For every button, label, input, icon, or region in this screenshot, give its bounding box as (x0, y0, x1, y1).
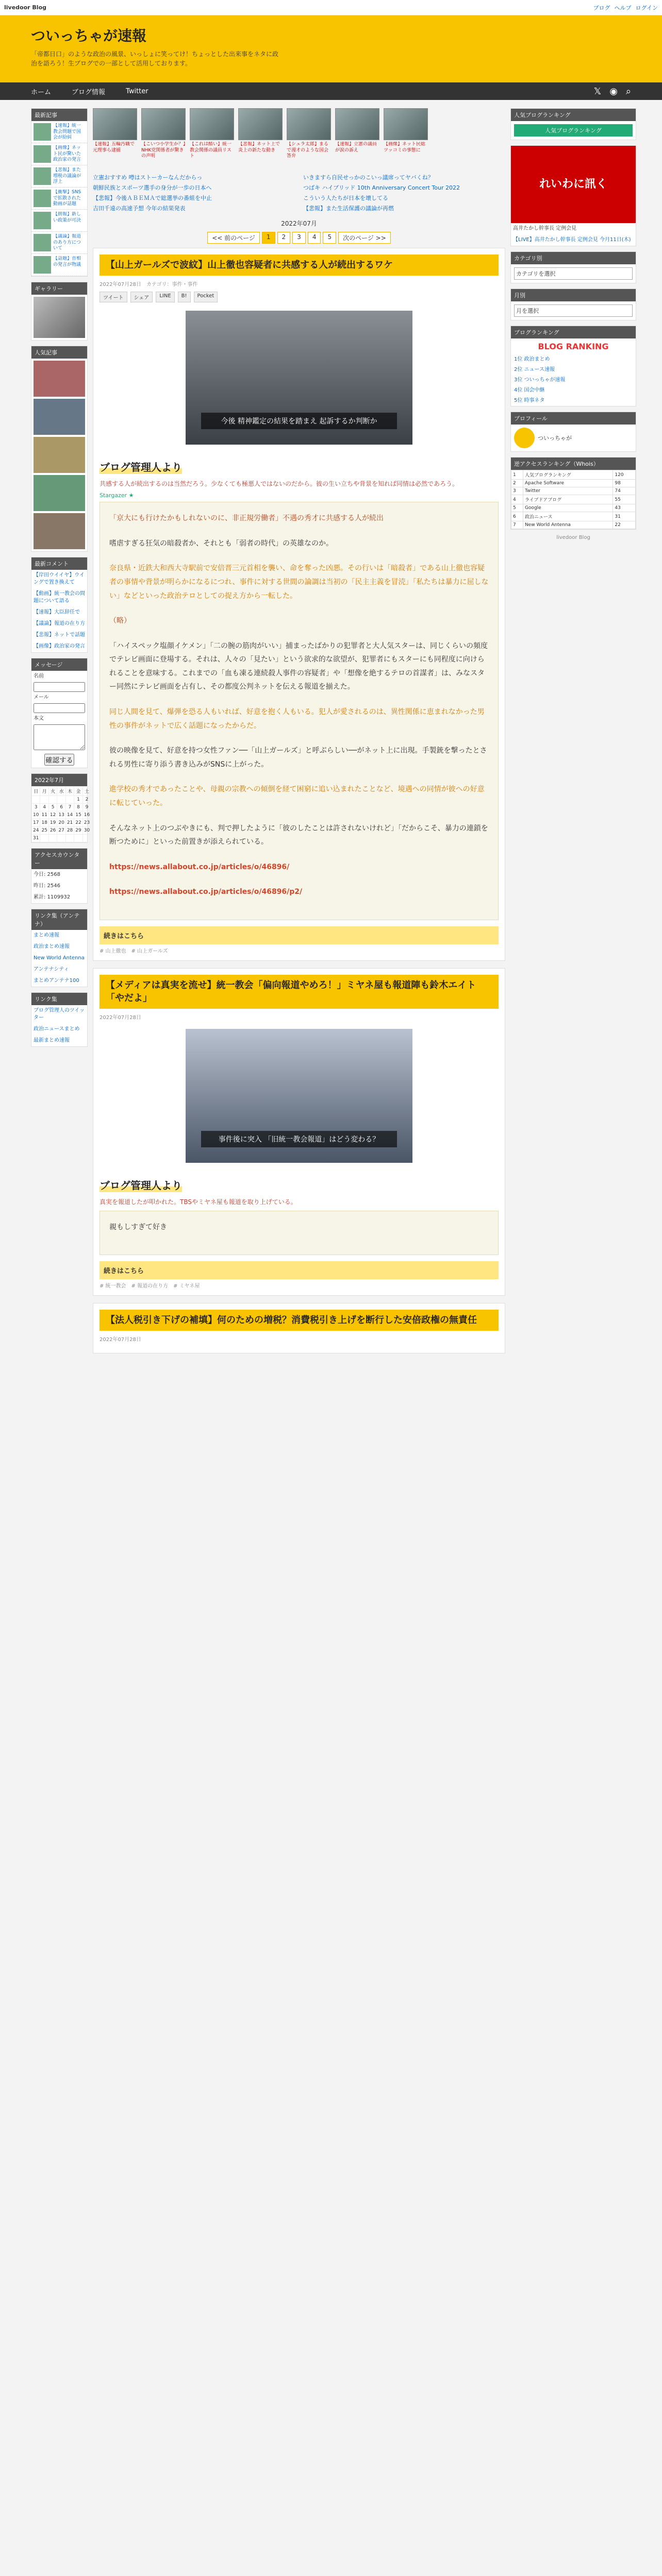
featured-thumbs (93, 108, 505, 166)
name-input[interactable] (34, 682, 85, 692)
calendar-day[interactable]: 27 (57, 827, 65, 835)
rank-item[interactable]: 4位 国会中継 (514, 387, 545, 393)
featured-item[interactable]: 【画像】ネット民総ツッコミの事態に (384, 108, 428, 166)
news-links (93, 174, 505, 213)
access-ranking-cell: 3 (511, 487, 523, 495)
calendar-day[interactable]: 4 (40, 804, 48, 811)
profile-title: プロフィール (511, 412, 636, 425)
access-ranking-cell: 74 (613, 487, 636, 495)
read-more-link[interactable]: 続きはこちら (100, 1261, 499, 1279)
calendar-day[interactable] (65, 835, 74, 842)
rank2-title: ブログランキング (511, 326, 636, 338)
calendar-day[interactable] (48, 835, 57, 842)
access-ranking-cell: 1 (511, 470, 523, 480)
top-link-login[interactable]: ログイン (635, 4, 658, 11)
quote-para: 親もしすぎて好き (109, 1223, 167, 1231)
news-link[interactable]: つばキ ハイブリッド 10th Anniversary Concert Tour 2022 (303, 184, 460, 191)
admin-note: 共感する人が続出するのは当然だろう。少なくても極悪人ではないのだから。彼の生い立ちや背景を知れば同情は必然であろう。 (100, 480, 459, 487)
quote-para: 同じ人間を見て、爆弾を恐る人もいれば、好意を抱く人もいる。犯人が愛されるのは、異性関係に恵まれなかった男性の事件がネットで広く話題になったからだ。 (109, 708, 485, 730)
top-link-help[interactable]: ヘルプ (614, 4, 632, 11)
comment-item[interactable]: 【速報】大臣辞任で (34, 609, 80, 615)
main-nav (0, 82, 662, 100)
source-link[interactable]: https://news.allabout.co.jp/articles/o/46896/p2/ (109, 888, 303, 896)
quote-para: 嗜虐すぎる狂気の暗殺者か、それとも「弱者の時代」の英雄なのか。 (109, 539, 333, 548)
avatar[interactable] (514, 428, 535, 448)
ad-subtitle: 高井たかし幹事長 定例会見 (513, 226, 577, 231)
calendar-day[interactable]: 26 (48, 827, 57, 835)
recent-post[interactable]: 【衝撃】SNSで拡散された動画が話題 (31, 188, 87, 210)
link-item[interactable]: New World Antenna (34, 955, 85, 961)
article-title[interactable]: 【山上ガールズで波紋】山上徹也容疑者に共感する人が続出するワケ (100, 255, 499, 276)
quote-author: Stargazer ★ (100, 492, 134, 499)
calendar-day[interactable] (57, 796, 65, 804)
share-facebook-button[interactable]: シェア (130, 292, 153, 302)
category-select[interactable]: カテゴリを選択 (514, 267, 633, 280)
calendar-weekday: 土 (82, 787, 91, 796)
source-link[interactable]: https://news.allabout.co.jp/articles/o/46896/ (109, 862, 290, 871)
footer-brand[interactable]: livedoor Blog (556, 535, 590, 540)
access-ranking-row[interactable] (511, 521, 636, 529)
calendar-day[interactable]: 25 (40, 827, 48, 835)
livedoor-logo[interactable]: livedoor Blog (4, 4, 47, 11)
popular-thumb[interactable] (34, 475, 85, 511)
news-link[interactable]: いきますら自民せっかのこいっ議席ってヤバくね？ (303, 174, 434, 181)
access-ranking-row[interactable] (511, 487, 636, 495)
gallery-title: ギャラリー (31, 282, 87, 295)
link-item[interactable]: ブログ管理人のツイッター (34, 1008, 85, 1021)
category-title: カテゴリ別 (511, 252, 636, 264)
recent-title: 最新記事 (31, 109, 87, 121)
calendar-day[interactable] (57, 835, 65, 842)
message-title: メッセージ (31, 658, 87, 671)
access-ranking-cell: 2 (511, 480, 523, 487)
next-page-button[interactable]: 次のページ >> (338, 232, 391, 244)
access-ranking-cell: 5 (511, 504, 523, 512)
rank-item[interactable]: 3位 ついっちゃが速報 (514, 377, 566, 383)
blog-ranking-logo[interactable]: BLOG RANKING (538, 342, 609, 351)
share-tweet-button[interactable]: ツイート (100, 292, 127, 302)
left-sidebar (31, 108, 88, 1361)
access-total: 累計: 1109932 (34, 894, 71, 900)
link-item[interactable]: まとめ速報 (34, 933, 59, 938)
search-icon[interactable]: ⌕ (625, 86, 631, 97)
quote-block (100, 502, 499, 920)
access-ranking-cell: 98 (613, 480, 636, 487)
recent-thumb (34, 167, 51, 185)
article-photo (186, 1029, 412, 1163)
featured-item[interactable]: 【速報】立憲の議員が涙の訴え (335, 108, 379, 166)
calendar-weekday: 金 (74, 787, 82, 796)
calendar-day[interactable]: 9 (82, 804, 91, 811)
article-meta: 2022年07月28日 カテゴリ：事件・事件 (100, 281, 198, 287)
link-item[interactable]: 政治ニュースまとめ (34, 1026, 80, 1032)
access-yesterday: 昨日: 2546 (34, 883, 60, 889)
calendar-day[interactable] (74, 835, 82, 842)
access-ranking-cell: 120 (613, 470, 636, 480)
access-ranking-table (511, 470, 636, 529)
access-ranking-cell: Apache Software (523, 480, 613, 487)
mail-label: メール (34, 694, 49, 700)
links-title: リンク集（アンテナ） (31, 909, 87, 930)
access-ranking-cell: 55 (613, 495, 636, 504)
site-title[interactable]: ついっちゃが速報 (31, 27, 147, 44)
popular-thumb[interactable] (34, 513, 85, 549)
access-ranking-cell: Twitter (523, 487, 613, 495)
article-meta: 2022年07月28日 (100, 1015, 141, 1021)
article (93, 248, 505, 961)
comment-item[interactable]: 【議論】報道の在り方 (34, 621, 85, 626)
calendar (31, 786, 91, 842)
quote-block (100, 1211, 499, 1256)
body-input[interactable] (34, 724, 85, 750)
links2-title: リンク集 (31, 993, 87, 1005)
calendar-day[interactable]: 8 (74, 804, 82, 811)
calendar-day[interactable]: 11 (40, 811, 48, 819)
profile-name: ついっちゃが (538, 435, 572, 442)
access-ranking-cell: 7 (511, 521, 523, 529)
live-link[interactable]: 【LIVE】高井たかし幹事長 定例会見 今月11日(木) (513, 237, 631, 243)
popular-thumb[interactable] (34, 437, 85, 473)
page-button[interactable]: 2 (277, 232, 291, 244)
rank-item[interactable]: 2位 ニュース速報 (514, 367, 555, 372)
calendar-day[interactable] (32, 796, 40, 804)
calendar-day[interactable]: 16 (82, 811, 91, 819)
calendar-day[interactable]: 18 (40, 819, 48, 827)
share-pocket-button[interactable]: Pocket (194, 292, 218, 302)
calendar-day[interactable] (40, 835, 48, 842)
calendar-day[interactable]: 12 (48, 811, 57, 819)
main-content (93, 108, 505, 1361)
calendar-day[interactable] (48, 796, 57, 804)
calendar-day[interactable]: 15 (74, 811, 82, 819)
featured-item[interactable]: 【速報】五輪汚職で元理事ら逮捕 (93, 108, 137, 166)
recent-post[interactable]: 【議論】報道のあり方について (31, 232, 87, 254)
news-link[interactable]: 【悲報】今後ＡＢＥＭＡで総選挙の番組を中止 (93, 194, 212, 201)
calendar-weekday: 月 (40, 787, 48, 796)
access-ranking-cell: 31 (613, 512, 636, 521)
nav-home[interactable]: ホーム (31, 88, 52, 96)
access-ranking-row[interactable] (511, 512, 636, 521)
access-ranking-cell: 政治ニュース (523, 512, 613, 521)
calendar-day[interactable]: 2 (82, 796, 91, 804)
calendar-weekday: 日 (32, 787, 40, 796)
site-header (0, 15, 662, 82)
article-tags[interactable]: # 山上徹也 # 山上ガールズ (100, 948, 168, 954)
x-icon[interactable]: 𝕏 (593, 86, 602, 97)
access-ranking-cell: 22 (613, 521, 636, 529)
ranking-button[interactable]: 人気ブログランキング (514, 124, 633, 137)
share-line-button[interactable]: LINE (156, 292, 174, 302)
access-ranking-cell: 6 (511, 512, 523, 521)
featured-item[interactable]: 【悲報】ネット上で炎上の新たな動き (238, 108, 283, 166)
recent-thumb (34, 190, 51, 207)
right-sidebar (510, 108, 636, 1361)
rank-item[interactable]: 1位 政治まとめ (514, 357, 550, 362)
rss-icon[interactable]: ◉ (609, 86, 618, 97)
comment-item[interactable]: 【岸田ウイイヤ】ウイングで置き換えて (34, 572, 85, 585)
popular-title: 人気記事 (31, 346, 87, 359)
calendar-day[interactable]: 24 (32, 827, 40, 835)
access-ranking-row[interactable] (511, 480, 636, 487)
link-item[interactable]: まとめアンテナ100 (34, 978, 79, 984)
gallery-image[interactable] (34, 297, 85, 338)
calendar-day[interactable] (65, 796, 74, 804)
share-bar (100, 292, 499, 302)
news-link[interactable]: 吉田千遠の高速予想 今年の結果発表 (93, 205, 186, 212)
quote-para: 彼の映像を見て、好意を持つ女性ファン──「山上ガールズ」と呼ぶらしい──がネット上に出現。手製銃を撃ったとされる男性に寄り添う書き込みがSNSに上がった。 (109, 747, 487, 769)
calendar-day[interactable]: 23 (82, 819, 91, 827)
calendar-day[interactable] (82, 835, 91, 842)
access-ranking-cell: New World Antenna (523, 521, 613, 529)
link-item[interactable]: アンテナシティ (34, 967, 69, 972)
calendar-day[interactable]: 14 (65, 811, 74, 819)
photo-caption: 事件後に突入 「旧統一教会報道」はどう変わる？ (201, 1131, 397, 1147)
recent-thumb (34, 256, 51, 274)
quote-para: 奈良県・近鉄大和西大寺駅前で安倍晋三元首相を襲い、命を奪った凶悪。その行いは「暗殺者」である山上徹也容疑者の事情や背景が明らかになるにつれ、事件に対する世間の論調は当初の「民主主義を冒涜」「私たちは暴力に屈しない」などといった政治テロとしての捉え方から一転した。 (109, 564, 489, 600)
calendar-weekday: 水 (57, 787, 65, 796)
calendar-day[interactable]: 1 (74, 796, 82, 804)
calendar-day[interactable] (40, 796, 48, 804)
counter-title: 逆アクセスランキング（Whois） (511, 457, 636, 470)
calendar-day[interactable]: 30 (82, 827, 91, 835)
calendar-day[interactable]: 19 (48, 819, 57, 827)
article-title[interactable]: 【メディアは真実を流せ】統一教会「偏向報道やめろ！」ミヤネ屋も報道陣も鈴木エイト「やだよ」 (100, 975, 499, 1009)
access-today: 今日: 2568 (34, 872, 60, 877)
ranking-title: 人気ブログランキング (511, 109, 636, 121)
rank-item[interactable]: 5位 時事ネタ (514, 398, 545, 403)
calendar-day[interactable]: 6 (57, 804, 65, 811)
popular-thumb[interactable] (34, 399, 85, 435)
calendar-day[interactable]: 31 (32, 835, 40, 842)
send-button[interactable]: 確認する (44, 754, 74, 766)
link-item[interactable]: 政治まとめ速報 (34, 944, 70, 950)
site-description: 「帝都日口」のような政治の風景、いっしょに笑ってけ！ちょっとした出来事をネタに政治を語ろう！生ブログでの一部として活用しております。 (31, 50, 279, 67)
mail-input[interactable] (34, 703, 85, 713)
article-title[interactable]: 【法人税引き下げの補填】何のための増税？消費税引き上げを断行した安倍政権の無責任 (100, 1310, 499, 1331)
comment-item[interactable]: 【動画】統一教会の問題について語る (34, 591, 85, 604)
article (93, 1303, 505, 1353)
comment-item[interactable]: 【画像】政治家の発言 (34, 643, 85, 649)
top-link-blog[interactable]: ブログ (593, 4, 610, 11)
access-ranking-row[interactable] (511, 470, 636, 480)
news-link[interactable]: こういう人たちが日本を壊してる (303, 194, 388, 201)
page-button[interactable]: 5 (323, 232, 336, 244)
admin-note-heading: ブログ管理人より (100, 459, 182, 474)
reiwa-ad-banner[interactable]: れいわに訊く (511, 146, 636, 223)
pager (93, 232, 505, 244)
recent-post[interactable]: 【速報】統一教会問題で国会が紛糾 (31, 121, 87, 143)
news-link[interactable]: 【悲報】また生活保護の議論が再燃 (303, 205, 394, 212)
admin-note: 真実を報道したが叩かれた。TBSやミヤネ屋も報道を取り上げている。 (100, 1198, 297, 1206)
calendar-day[interactable]: 28 (65, 827, 74, 835)
top-bar (0, 0, 662, 15)
article-meta: 2022年07月28日 (100, 1337, 141, 1343)
featured-item[interactable]: 【こいつ小学生か？】NHK党関係者が驚きの声明 (141, 108, 186, 166)
calendar-day[interactable]: 21 (65, 819, 74, 827)
calendar-day[interactable]: 17 (32, 819, 40, 827)
quote-para: 「ハイスペック塩顔イケメン」「二の腕の筋肉がいい」捕まったばかりの犯罪者と大人気スターは、同じくらいの頻度でテレビ画面に登場する。それは、人々の「見たい」という欲求的な欲望が、犯罪者にもスターにも同程度に向けられることを意味する。これまでの「血も凍る連続殺人事件の容疑者」や「想像を絶するテロの首謀者」は、みなスター同然にテレビ画面を占有し、その都度公判ネットを伝える報道を揃えた。 (109, 641, 488, 691)
read-more-link[interactable]: 続きはこちら (100, 926, 499, 944)
calendar-weekday: 木 (65, 787, 74, 796)
recent-thumb (34, 145, 51, 163)
access-ranking-cell: 4 (511, 495, 523, 504)
calendar-day[interactable]: 3 (32, 804, 40, 811)
recent-post[interactable]: 【話題】首相の発言が物議 (31, 254, 87, 276)
nav-twitter[interactable]: Twitter (126, 87, 148, 95)
page-button[interactable]: 4 (308, 232, 321, 244)
month-label: 2022年07月 (281, 219, 317, 227)
popular-thumb[interactable] (34, 361, 85, 397)
news-link[interactable]: 朝鮮民族とスポーツ選手の身分が一歩の日本へ (93, 184, 212, 191)
calendar-day[interactable]: 10 (32, 811, 40, 819)
quote-para: （略） (109, 617, 131, 625)
access-ranking-row[interactable] (511, 504, 636, 512)
featured-item[interactable]: 【シュラ太郎】まるで漫才のような国会答弁 (287, 108, 331, 166)
access-ranking-cell: 人気ブログランキング (523, 470, 613, 480)
prev-page-button[interactable]: << 前のページ (207, 232, 260, 244)
comment-item[interactable]: 【悲報】ネットで話題 (34, 632, 85, 638)
page-button[interactable]: 3 (292, 232, 306, 244)
share-hatena-button[interactable]: B! (178, 292, 191, 302)
recent-thumb (34, 123, 51, 141)
article-photo (186, 311, 412, 445)
calendar-day[interactable]: 7 (65, 804, 74, 811)
featured-item[interactable]: 【これは酷い】統一教会関係の議員リスト (190, 108, 234, 166)
calendar-day[interactable]: 5 (48, 804, 57, 811)
calendar-weekday: 火 (48, 787, 57, 796)
link-item[interactable]: 最新まとめ速報 (34, 1038, 70, 1043)
access-ranking-cell: ライブドアブログ (523, 495, 613, 504)
recent-post[interactable]: 【悲報】また増税の議論が浮上 (31, 165, 87, 188)
news-link[interactable]: 立憲おすすめ 噂はストーカーなんだからっ (93, 174, 203, 181)
admin-note-heading: ブログ管理人より (100, 1177, 182, 1192)
access-title: アクセスカウンター (31, 849, 87, 869)
archive-title: 月別 (511, 289, 636, 301)
recent-thumb (34, 212, 51, 229)
recent-thumb (34, 234, 51, 251)
nav-blog-info[interactable]: ブログ情報 (72, 88, 106, 96)
calendar-day[interactable]: 22 (74, 819, 82, 827)
recent-post[interactable]: 【画像】ネット民が驚いた政治家の発言 (31, 143, 87, 165)
access-ranking-row[interactable] (511, 495, 636, 504)
body-label: 本文 (34, 716, 44, 721)
calendar-title: 2022年7月 (31, 774, 87, 786)
calendar-day[interactable]: 29 (74, 827, 82, 835)
comments-title: 最新コメント (31, 557, 87, 570)
recent-post[interactable]: 【朗報】新しい政策が可決 (31, 210, 87, 232)
quote-para: 「京大にも行けたかもしれないのに、非正規労働者」不遇の秀才に共感する人が続出 (109, 514, 384, 523)
calendar-day[interactable]: 20 (57, 819, 65, 827)
access-ranking-cell: 43 (613, 504, 636, 512)
quote-para: 進学校の秀才であったことや、母親の宗教への傾倒を経て困窮に追い込まれたことなど、境遇への同情が彼への好意に転じていった。 (109, 785, 485, 808)
name-label: 名前 (34, 673, 44, 679)
photo-caption: 今後 精神鑑定の結果を踏まえ 起訴するか判断か (201, 413, 397, 429)
page-button[interactable]: 1 (262, 232, 275, 244)
archive-select[interactable]: 月を選択 (514, 304, 633, 317)
article (93, 968, 505, 1296)
calendar-day[interactable]: 13 (57, 811, 65, 819)
article-tags[interactable]: # 統一教会 # 報道の在り方 # ミヤネ屋 (100, 1283, 200, 1290)
quote-para: そんなネット上のつぶやきにも、判で押したように「彼のしたことは許されないけれど」「だからこそ、暴力の連鎖を断つために」といった前置きが添えられている。 (109, 824, 488, 846)
access-ranking-cell: Google (523, 504, 613, 512)
